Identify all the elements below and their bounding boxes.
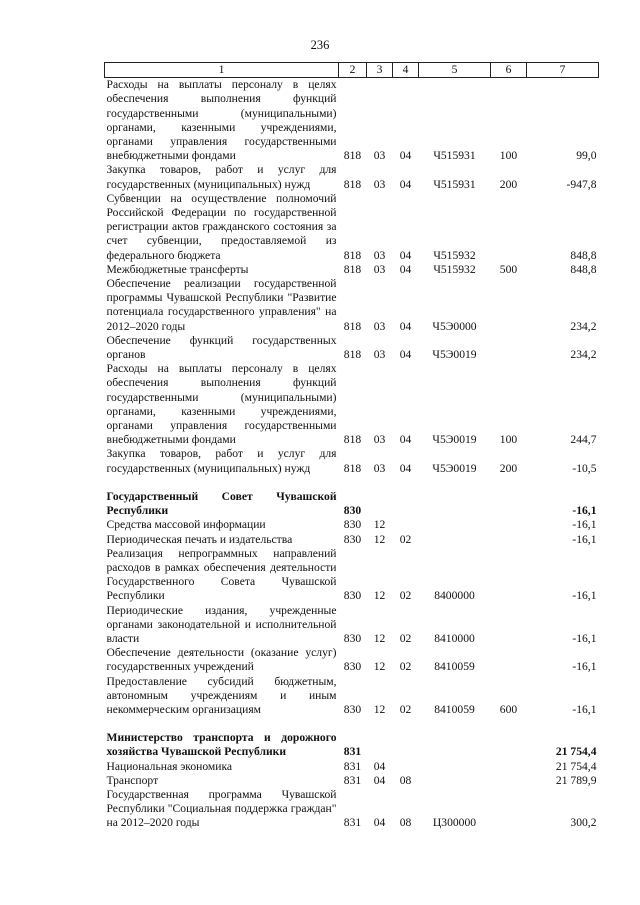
target-article-cell: Ч515932	[433, 248, 476, 262]
expense-type-cell: 600	[499, 702, 518, 716]
ministry-code-cell: 831	[343, 816, 362, 830]
spacer-cell	[105, 476, 599, 490]
amount-cell: -16,1	[572, 631, 597, 645]
target-article-cell	[419, 774, 491, 788]
expense-type-cell: 500	[499, 262, 518, 276]
target-article-cell	[419, 490, 491, 518]
expense-type-cell	[491, 192, 527, 263]
subsection-code-cell: 04	[399, 319, 412, 333]
target-article-cell: Ц300000	[432, 816, 477, 830]
amount-cell: 21 789,9	[555, 773, 597, 787]
item-name-cell: Периодическая печать и издательства	[106, 532, 293, 546]
ministry-code-cell: 831	[343, 759, 362, 773]
page-number: 236	[310, 38, 330, 52]
ministry-code-cell: 830	[343, 631, 362, 645]
subsection-code-cell: 04	[399, 348, 412, 362]
ministry-code-cell: 830	[343, 504, 362, 518]
subsection-code-cell	[393, 518, 419, 532]
section-header-row	[105, 490, 599, 518]
column-header: 2	[339, 63, 367, 78]
amount-cell: -10,5	[572, 461, 597, 475]
section-code-cell: 12	[373, 589, 386, 603]
item-name-cell: Реализация непрограммных направлений расходов в рамках обеспечения деятельности Государственного Совета Чувашской Республики	[106, 546, 337, 603]
expense-type-cell	[491, 774, 527, 788]
amount-cell: -16,1	[572, 702, 597, 716]
item-name-cell: Обеспечение функций государственных органов	[106, 333, 337, 362]
ministry-code-cell: 830	[343, 589, 362, 603]
ministry-code-cell: 831	[343, 773, 362, 787]
item-name-cell: Закупка товаров, работ и услуг для государственных (муниципальных) нужд	[106, 447, 337, 475]
amount-cell: -16,1	[572, 504, 597, 518]
section-code-cell: 03	[373, 461, 386, 475]
subsection-code-cell: 02	[399, 702, 412, 716]
subsection-code-cell: 04	[399, 149, 412, 163]
item-name-cell: Министерство транспорта и дорожного хозяйства Чувашской Республики	[106, 731, 337, 759]
spacer-row	[105, 717, 599, 731]
subsection-code-cell: 04	[399, 262, 412, 276]
subsection-code-cell: 04	[399, 248, 412, 262]
target-article-cell: 8410000	[434, 631, 475, 645]
ministry-code-cell: 830	[343, 702, 362, 716]
ministry-code-cell: 818	[343, 319, 362, 333]
target-article-cell: Ч515931	[433, 177, 476, 191]
section-code-cell: 03	[373, 433, 386, 447]
expense-type-cell: 100	[499, 433, 518, 447]
ministry-code-cell: 830	[343, 532, 362, 546]
item-name-cell: Государственная программа Чувашской Республики "Социальная поддержка граждан" на 2012–2020 годы	[106, 787, 337, 830]
table-row	[105, 533, 599, 547]
expense-type-cell	[491, 277, 527, 334]
item-name-cell: Государственный Совет Чувашской Республики	[106, 489, 337, 518]
section-code-cell: 04	[373, 773, 386, 787]
table-row	[105, 518, 599, 532]
amount-cell: 848,8	[570, 248, 597, 262]
ministry-code-cell: 818	[343, 248, 362, 262]
target-article-cell	[419, 731, 491, 759]
item-name-cell: Расходы на выплаты персоналу в целях обеспечения выполнения функций государственными (муниципальными) органами, казенными учреждениями, органами управления государственными внебюджетными фондами	[106, 78, 337, 163]
expense-type-cell	[491, 518, 527, 532]
amount-cell: -16,1	[572, 532, 597, 546]
section-code-cell: 03	[373, 262, 386, 276]
column-number-row	[105, 63, 599, 78]
section-code-cell: 03	[373, 177, 386, 191]
table-row	[105, 362, 599, 447]
expense-type-cell	[491, 490, 527, 518]
target-article-cell	[419, 518, 491, 532]
target-article-cell: Ч5Э0019	[432, 461, 477, 475]
item-name-cell: Предоставление субсидий бюджетным, автономным учреждениям и иным некоммерческим организациям	[106, 674, 337, 716]
ministry-code-cell: 830	[343, 518, 362, 532]
amount-cell: -947,8	[566, 177, 597, 191]
expense-type-cell	[491, 604, 527, 647]
section-code-cell: 12	[373, 660, 386, 674]
subsection-code-cell: 04	[399, 433, 412, 447]
table-row	[105, 447, 599, 475]
target-article-cell: 8410059	[434, 702, 475, 716]
expense-type-cell	[491, 731, 527, 759]
subsection-code-cell: 04	[399, 461, 412, 475]
section-code-cell: 12	[373, 702, 386, 716]
amount-cell: -16,1	[572, 660, 597, 674]
ministry-code-cell: 818	[343, 177, 362, 191]
amount-cell: 848,8	[570, 262, 597, 276]
section-header-row	[105, 731, 599, 759]
subsection-code-cell: 04	[399, 177, 412, 191]
amount-cell: -16,1	[572, 589, 597, 603]
subsection-code-cell	[393, 490, 419, 518]
table-row	[105, 192, 599, 263]
ministry-code-cell: 830	[343, 660, 362, 674]
section-code-cell: 12	[373, 631, 386, 645]
column-header: 7	[527, 63, 599, 78]
item-name-cell: Закупка товаров, работ и услуг для государственных (муниципальных) нужд	[106, 163, 337, 191]
item-name-cell: Периодические издания, учрежденные органами законодательной и исполнительной власти	[106, 603, 337, 645]
subsection-code-cell: 02	[399, 532, 412, 546]
budget-table	[104, 62, 599, 831]
subsection-code-cell	[393, 760, 419, 774]
column-header: 3	[367, 63, 393, 78]
subsection-code-cell: 02	[399, 660, 412, 674]
target-article-cell	[419, 760, 491, 774]
table-row	[105, 788, 599, 831]
table-row	[105, 774, 599, 788]
target-article-cell: Ч515932	[433, 262, 476, 276]
section-code-cell: 03	[373, 319, 386, 333]
section-code-cell: 03	[373, 248, 386, 262]
section-code-cell: 04	[373, 759, 386, 773]
amount-cell: 21 754,4	[555, 759, 597, 773]
item-name-cell: Обеспечение деятельности (оказание услуг) государственных учреждений	[106, 646, 337, 674]
target-article-cell: Ч5Э0019	[432, 433, 477, 447]
expense-type-cell	[491, 547, 527, 604]
amount-cell: -16,1	[572, 518, 597, 532]
table-row	[105, 334, 599, 362]
ministry-code-cell: 818	[343, 433, 362, 447]
ministry-code-cell: 818	[343, 348, 362, 362]
item-name-cell: Обеспечение реализации государственной программы Чувашской Республики "Развитие потенциала государственного управления" на 2012–2020 годы	[106, 277, 337, 333]
item-name-cell: Транспорт	[106, 773, 159, 787]
table-row	[105, 760, 599, 774]
section-code-cell: 12	[373, 518, 386, 532]
table-row	[105, 163, 599, 191]
expense-type-cell: 200	[499, 177, 518, 191]
target-article-cell	[419, 533, 491, 547]
expense-type-cell	[491, 760, 527, 774]
expense-type-cell	[491, 788, 527, 831]
spacer-cell	[105, 717, 599, 731]
amount-cell: 234,2	[570, 319, 597, 333]
amount-cell: 21 754,4	[555, 745, 597, 759]
item-name-cell: Межбюджетные трансферты	[106, 262, 249, 276]
column-header: 5	[419, 63, 491, 78]
table-row	[105, 78, 599, 164]
column-header: 4	[393, 63, 419, 78]
table-row	[105, 604, 599, 647]
column-header: 1	[105, 63, 339, 78]
target-article-cell: 8400000	[434, 589, 475, 603]
column-header: 6	[491, 63, 527, 78]
target-article-cell: Ч5Э0000	[432, 319, 477, 333]
amount-cell: 244,7	[570, 433, 597, 447]
table-row	[105, 675, 599, 718]
ministry-code-cell: 818	[343, 262, 362, 276]
section-code-cell	[367, 490, 393, 518]
section-code-cell: 12	[373, 532, 386, 546]
table-row	[105, 263, 599, 277]
table-row	[105, 277, 599, 334]
expense-type-cell: 200	[499, 461, 518, 475]
ministry-code-cell: 818	[343, 149, 362, 163]
amount-cell: 300,2	[570, 816, 597, 830]
item-name-cell: Средства массовой информации	[106, 518, 266, 532]
target-article-cell: 8410059	[434, 660, 475, 674]
expense-type-cell: 100	[499, 149, 518, 163]
section-code-cell	[367, 731, 393, 759]
amount-cell: 234,2	[570, 348, 597, 362]
target-article-cell: Ч5Э0019	[432, 348, 477, 362]
subsection-code-cell	[393, 731, 419, 759]
section-code-cell: 03	[373, 149, 386, 163]
subsection-code-cell: 02	[399, 589, 412, 603]
expense-type-cell	[491, 646, 527, 674]
item-name-cell: Национальная экономика	[106, 759, 233, 773]
ministry-code-cell: 831	[343, 745, 362, 759]
expense-type-cell	[491, 334, 527, 362]
section-code-cell: 03	[373, 348, 386, 362]
table-row	[105, 646, 599, 674]
table-row	[105, 547, 599, 604]
ministry-code-cell: 818	[343, 461, 362, 475]
item-name-cell: Расходы на выплаты персоналу в целях обеспечения выполнения функций государственными (муниципальными) органами, казенными учреждениями, органами управления государственными внебюджетными фондами	[106, 362, 337, 447]
section-code-cell: 04	[373, 816, 386, 830]
subsection-code-cell: 08	[399, 816, 412, 830]
expense-type-cell	[491, 533, 527, 547]
item-name-cell: Субвенции на осуществление полномочий Российской Федерации по государственной регистрации актов гражданского состояния за счет субвенции, предоставляемой из федерального бюджета	[106, 191, 337, 262]
subsection-code-cell: 02	[399, 631, 412, 645]
subsection-code-cell: 08	[399, 773, 412, 787]
amount-cell: 99,0	[576, 149, 597, 163]
target-article-cell: Ч515931	[433, 149, 476, 163]
spacer-row	[105, 476, 599, 490]
